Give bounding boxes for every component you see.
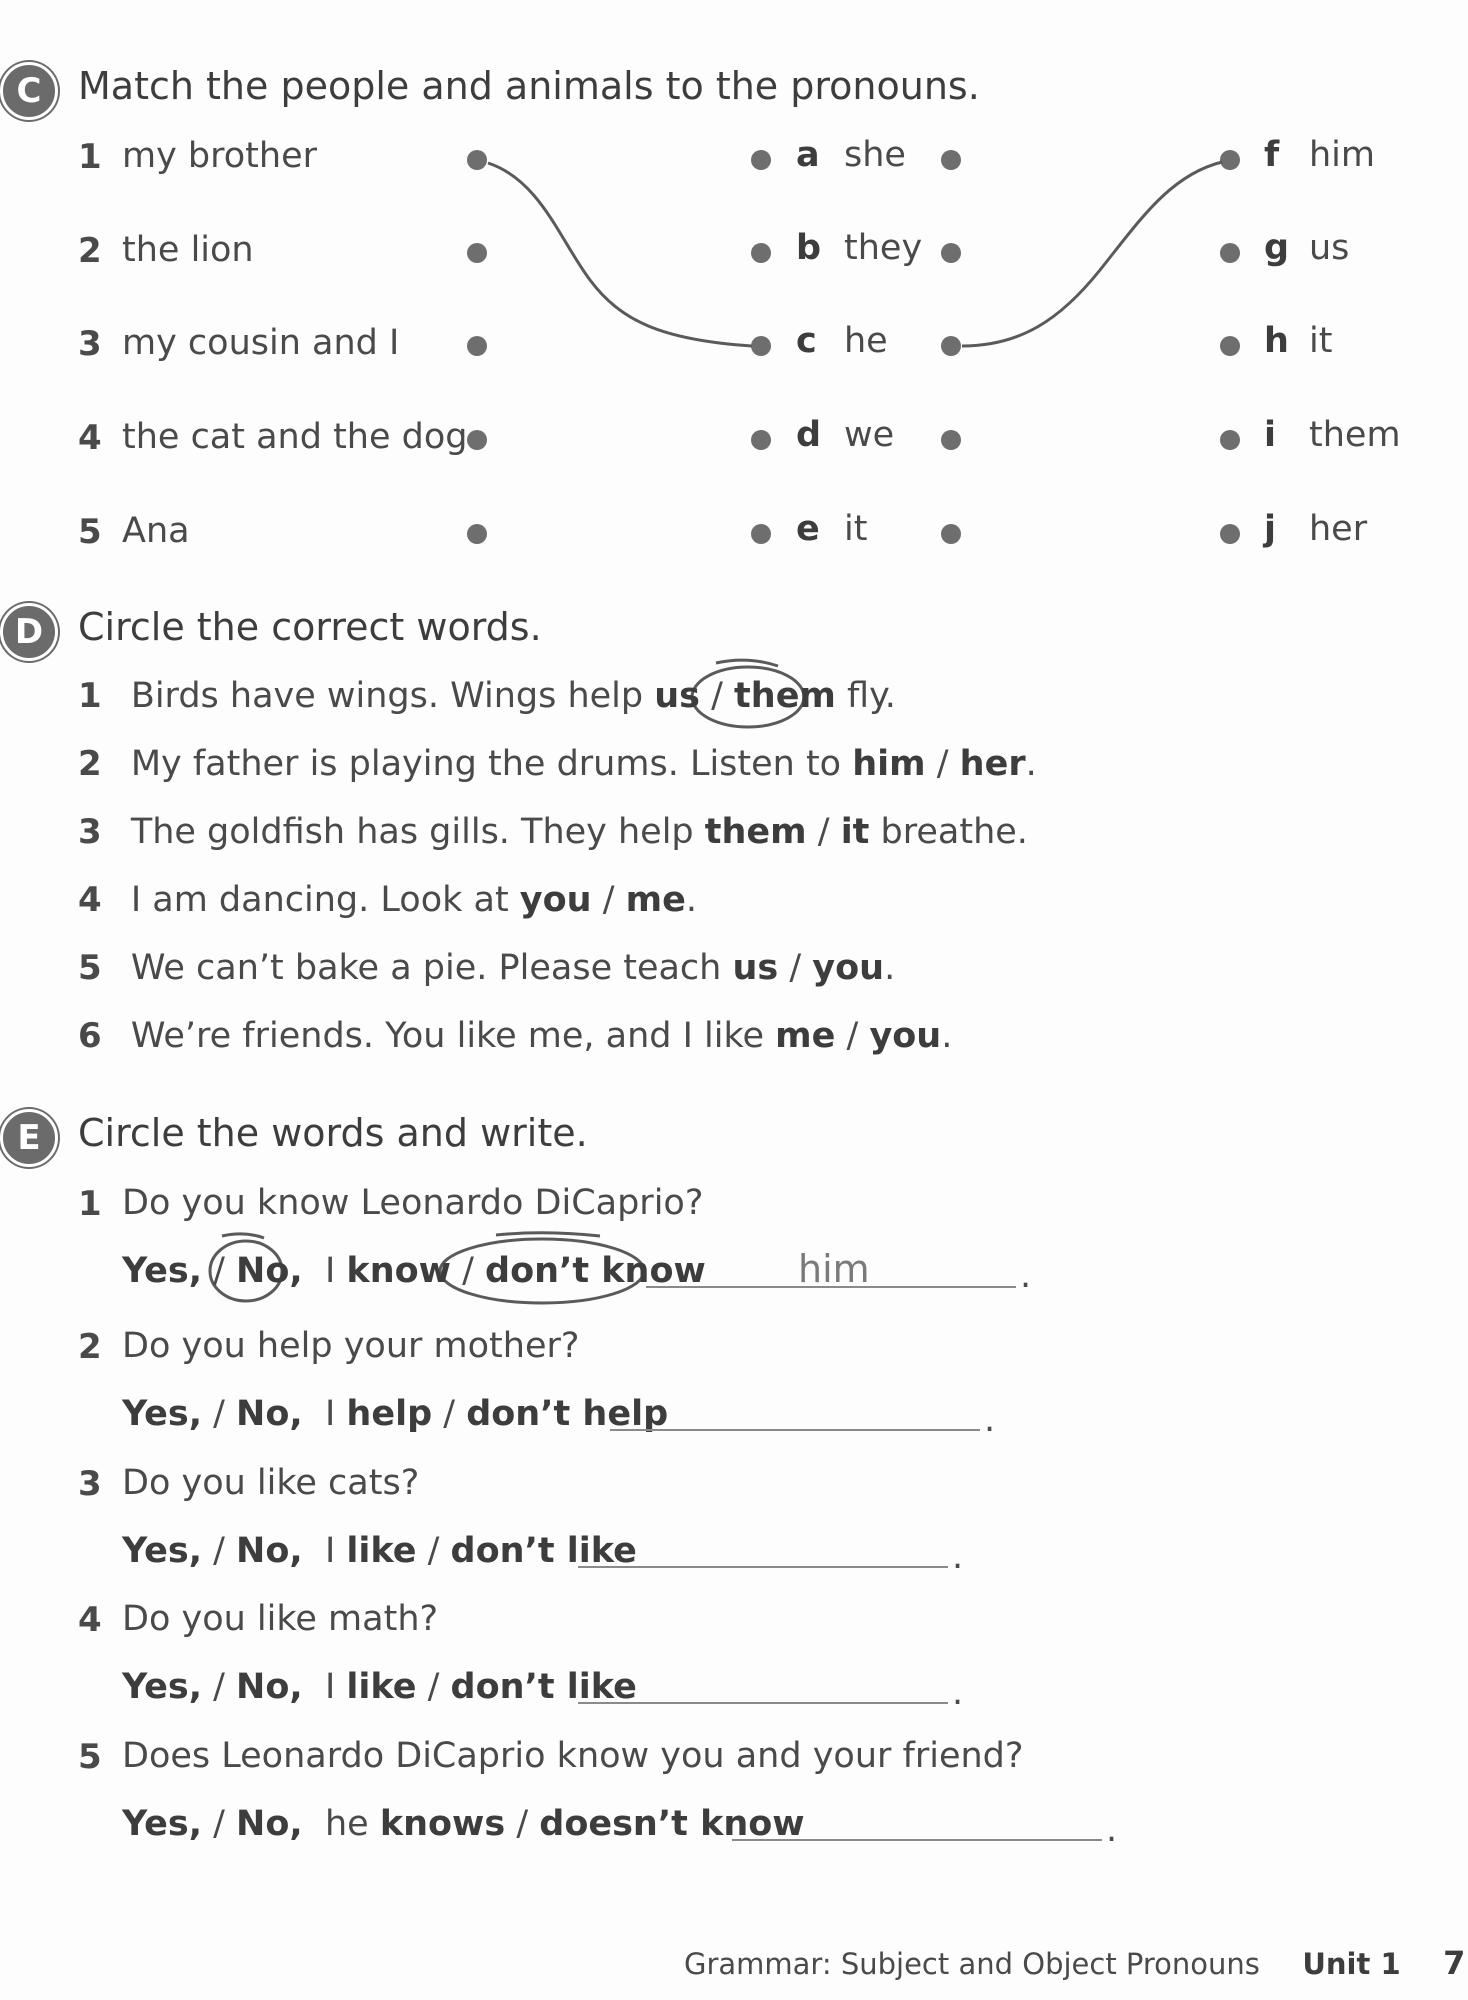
yes-option[interactable]: Yes, (122, 1531, 202, 1571)
option-2[interactable]: her (959, 744, 1026, 784)
sentence-text: The goldfish has gills. They help (130, 812, 705, 852)
match-right-dot[interactable] (1220, 150, 1240, 170)
match-middle-letter: b (796, 228, 822, 268)
item-number: 1 (78, 676, 102, 716)
match-middle-right-dot[interactable] (941, 150, 961, 170)
match-middle-left-dot[interactable] (751, 336, 771, 356)
item-number: 2 (78, 1327, 102, 1367)
match-left-text: my brother (122, 136, 318, 176)
option-1[interactable]: us (732, 948, 779, 988)
no-option[interactable]: No, (236, 1531, 303, 1571)
match-left-dot[interactable] (467, 336, 487, 356)
period: . (984, 1400, 996, 1440)
sentence-text: We can’t bake a pie. Please teach (130, 948, 733, 988)
option-1[interactable]: him (852, 744, 926, 784)
footer-topic: Grammar: Subject and Object Pronouns (684, 1947, 1260, 1981)
match-left-number: 4 (78, 418, 102, 458)
match-right-dot[interactable] (1220, 524, 1240, 544)
match-middle-right-dot[interactable] (941, 243, 961, 263)
no-option[interactable]: No, (236, 1667, 303, 1707)
option-2[interactable]: you (869, 1016, 942, 1056)
no-option[interactable]: No, (236, 1394, 303, 1434)
section-c-badge: C (0, 62, 58, 120)
answer-options: Yes, / No, I like / don’t like (122, 1531, 637, 1571)
period: . (1020, 1256, 1032, 1296)
item-number: 1 (78, 1184, 102, 1224)
option-1[interactable]: me (775, 1016, 836, 1056)
sentence-end: fly. (835, 676, 896, 716)
match-line-c-f (962, 162, 1222, 346)
sentence-text: My father is playing the drums. Listen to (130, 744, 853, 784)
match-middle-letter: d (796, 415, 822, 455)
item-number: 2 (78, 744, 102, 784)
match-middle-text: they (844, 228, 923, 268)
match-middle-right-dot[interactable] (941, 336, 961, 356)
answer-blank[interactable] (578, 1566, 948, 1568)
match-left-dot[interactable] (467, 243, 487, 263)
item-number: 5 (78, 1737, 102, 1777)
answer-blank[interactable] (610, 1429, 980, 1431)
answer-options: Yes, / No, I know / don’t know (122, 1251, 706, 1291)
answer-options: Yes, / No, he knows / doesn’t know (122, 1804, 805, 1844)
match-right-text: us (1309, 228, 1350, 268)
period: . (952, 1673, 964, 1713)
option-2[interactable]: them (734, 676, 836, 716)
verb-option-1[interactable]: like (346, 1531, 417, 1571)
match-right-text: him (1309, 135, 1376, 175)
match-right-dot[interactable] (1220, 430, 1240, 450)
sentence-end: . (941, 1016, 953, 1056)
subject: I (324, 1531, 336, 1571)
sentence-text: Birds have wings. Wings help (130, 676, 655, 716)
question-text: Do you like math? (122, 1599, 439, 1639)
yes-option[interactable]: Yes, (122, 1804, 202, 1844)
sentence-end: . (884, 948, 896, 988)
verb-option-1[interactable]: knows (379, 1804, 506, 1844)
sentence-text: I am dancing. Look at (130, 880, 520, 920)
match-right-text: her (1309, 509, 1368, 549)
question-text: Do you like cats? (122, 1463, 420, 1503)
match-right-letter: i (1264, 415, 1276, 455)
option-separator: / (806, 812, 841, 852)
circle-sentence (78, 812, 1028, 852)
subject: I (324, 1394, 336, 1434)
match-right-dot[interactable] (1220, 336, 1240, 356)
option-separator: / (925, 744, 960, 784)
sentence-end: . (1025, 744, 1037, 784)
item-number: 3 (78, 1464, 102, 1504)
match-middle-left-dot[interactable] (751, 243, 771, 263)
match-middle-left-dot[interactable] (751, 524, 771, 544)
question-text: Does Leonardo DiCaprio know you and your friend? (122, 1736, 1024, 1776)
circle-sentence (78, 676, 896, 716)
subject: I (324, 1251, 336, 1291)
section-d-heading: Circle the correct words. (78, 605, 542, 649)
match-middle-text: he (844, 321, 888, 361)
question-text: Do you know Leonardo DiCaprio? (122, 1183, 704, 1223)
item-number: 6 (78, 1016, 102, 1056)
option-2[interactable]: it (840, 812, 870, 852)
match-right-letter: j (1264, 509, 1276, 549)
match-middle-left-dot[interactable] (751, 430, 771, 450)
match-middle-letter: a (796, 135, 820, 175)
option-separator: / (591, 880, 626, 920)
circle-sentence (78, 948, 895, 988)
match-middle-text: she (844, 135, 906, 175)
item-number: 3 (78, 812, 102, 852)
option-1[interactable]: them (704, 812, 807, 852)
yes-option[interactable]: Yes, (122, 1667, 202, 1707)
period: . (952, 1537, 964, 1577)
option-2[interactable]: you (812, 948, 885, 988)
match-middle-right-dot[interactable] (941, 430, 961, 450)
match-left-number: 3 (78, 324, 102, 364)
no-option[interactable]: No, (236, 1804, 303, 1844)
match-middle-right-dot[interactable] (941, 524, 961, 544)
option-separator: / (778, 948, 813, 988)
match-middle-text: we (844, 415, 895, 455)
answer-options: Yes, / No, I like / don’t like (122, 1667, 637, 1707)
verb-option-2[interactable]: don’t like (450, 1667, 637, 1707)
verb-option-1[interactable]: like (346, 1667, 417, 1707)
match-right-text: them (1309, 415, 1401, 455)
match-right-letter: h (1264, 321, 1289, 361)
match-right-letter: g (1264, 228, 1290, 268)
match-left-number: 2 (78, 231, 102, 271)
section-d-badge: D (0, 603, 58, 661)
match-line-1-c (488, 163, 752, 346)
section-e-heading: Circle the words and write. (78, 1111, 588, 1155)
verb-option-2[interactable]: don’t help (466, 1394, 669, 1434)
match-left-text: the cat and the dog (122, 417, 468, 457)
footer-unit: Unit 1 (1302, 1947, 1401, 1981)
match-left-number: 1 (78, 137, 102, 177)
section-c-heading: Match the people and animals to the pronouns. (78, 64, 980, 108)
option-1[interactable]: us (654, 676, 700, 716)
period: . (1106, 1810, 1118, 1850)
subject: I (324, 1667, 336, 1707)
verb-option-1[interactable]: help (346, 1394, 433, 1434)
sentence-text: We’re friends. You like me, and I like (130, 1016, 776, 1056)
sentence-end: breathe. (869, 812, 1028, 852)
subject: he (324, 1804, 369, 1844)
match-left-dot[interactable] (467, 524, 487, 544)
match-left-text: the lion (122, 230, 254, 270)
match-middle-letter: c (796, 321, 817, 361)
page-number: 7 (1443, 1944, 1466, 1982)
question-text: Do you help your mother? (122, 1326, 580, 1366)
answer-options: Yes, / No, I help / don’t help (122, 1394, 669, 1434)
match-left-text: Ana (122, 511, 190, 551)
answer-blank[interactable] (578, 1702, 948, 1704)
match-middle-letter: e (796, 509, 820, 549)
match-right-text: it (1309, 321, 1333, 361)
yes-option[interactable]: Yes, (122, 1394, 202, 1434)
sentence-end: . (685, 880, 697, 920)
item-number: 5 (78, 948, 102, 988)
option-separator: / (700, 676, 735, 716)
circle-sentence (78, 1016, 952, 1056)
match-left-text: my cousin and I (122, 323, 400, 363)
no-option[interactable]: No, (236, 1251, 303, 1291)
option-separator: / (835, 1016, 870, 1056)
verb-option-2[interactable]: don’t know (485, 1251, 706, 1291)
match-middle-left-dot[interactable] (751, 150, 771, 170)
match-left-dot[interactable] (467, 430, 487, 450)
item-number: 4 (78, 880, 102, 920)
yes-option[interactable]: Yes, (122, 1251, 202, 1291)
option-2[interactable]: me (625, 880, 686, 920)
circle-sentence (78, 744, 1037, 784)
match-right-letter: f (1264, 135, 1280, 175)
match-middle-text: it (844, 509, 868, 549)
page-footer (684, 1944, 1465, 1982)
match-left-number: 5 (78, 512, 102, 552)
match-left-dot[interactable] (467, 150, 487, 170)
circle-sentence (78, 880, 697, 920)
match-right-dot[interactable] (1220, 243, 1240, 263)
verb-option-1[interactable]: know (346, 1251, 451, 1291)
handwritten-answer: him (798, 1247, 870, 1291)
verb-option-2[interactable]: don’t like (450, 1531, 637, 1571)
answer-blank[interactable] (732, 1839, 1102, 1841)
verb-option-2[interactable]: doesn’t know (539, 1804, 805, 1844)
item-number: 4 (78, 1600, 102, 1640)
section-e-badge: E (0, 1109, 58, 1167)
option-1[interactable]: you (519, 880, 592, 920)
